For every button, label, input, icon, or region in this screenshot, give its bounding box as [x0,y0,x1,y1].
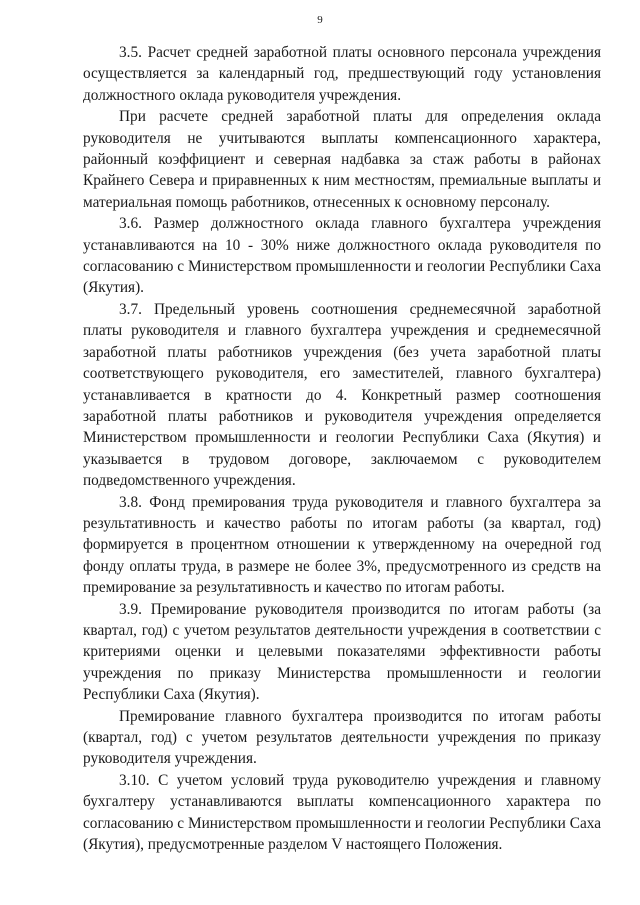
paragraph-3-10: 3.10. С учетом условий труда руководителю учреждения и главному бухгалтеру устанавливаются выплаты компенсационного характера по согласованию с Министерством промышленности и геологии Республики Саха (Якутия), предусмотренные разделом V настоящего Положения. [83,771,601,854]
paragraph-3-7: 3.7. Предельный уровень соотношения среднемесячной заработной платы руководителя и главного бухгалтера учреждения и среднемесячной заработной платы работников учреждения (без учета заработной платы соответствующего руководителя, его заместителей, главного бухгалтера) устанавливается в кратности до 4. Конкретный размер соотношения заработной платы работников и руководителя учреждения определяется Министерством промышленности и геологии Республики Саха (Якутия) и указывается в трудовом договоре, заключаемом с руководителем подведомственного учреждения. [83,300,601,490]
paragraph-average-salary-calculation: При расчете средней заработной платы для определения оклада руководителя не учитываются выплаты компенсационного характера, районный коэффициент и северная надбавка за стаж работы в районах Крайнего Севера и приравненных к ним местностям, премиальные выплаты и материальная помощь работников, отнесенных к основному персоналу. [83,108,601,211]
paragraph-3-5: 3.5. Расчет средней заработной платы основного персонала учреждения осуществляется за календарный год, предшествующий году установления должностного оклада руководителя учреждения. [83,44,601,104]
paragraph-3-8: 3.8. Фонд премирования труда руководителя и главного бухгалтера за результативность и качество работы по итогам работы (за квартал, год) формируется в процентном отношении к утвержденному на очередной год фонду оплаты труда, в размере не более 3%, предусмотренного из средств на премирование за результативность и качество по итогам работы. [83,493,601,597]
paragraph-3-6: 3.6. Размер должностного оклада главного бухгалтера учреждения устанавливаются на 10 - 30% ниже должностного оклада руководителя по согласованию с Министерством промышленности и геологии Республики Саха (Якутия). [83,215,601,297]
paragraph-3-9: 3.9. Премирование руководителя производится по итогам работы (за квартал, год) с учетом результатов деятельности учреждения в соответствии с критериями оценки и целевыми показателями эффективности работы учреждения по приказу Министерства промышленности и геологии Республики Саха (Якутия). [83,600,601,704]
paragraph-chief-accountant-bonus: Премирование главного бухгалтера производится по итогам работы (квартал, год) с учетом результатов деятельности учреждения по приказу руководителя учреждения. [83,707,601,768]
document-body [83,42,601,855]
page-number: 9 [317,14,323,26]
